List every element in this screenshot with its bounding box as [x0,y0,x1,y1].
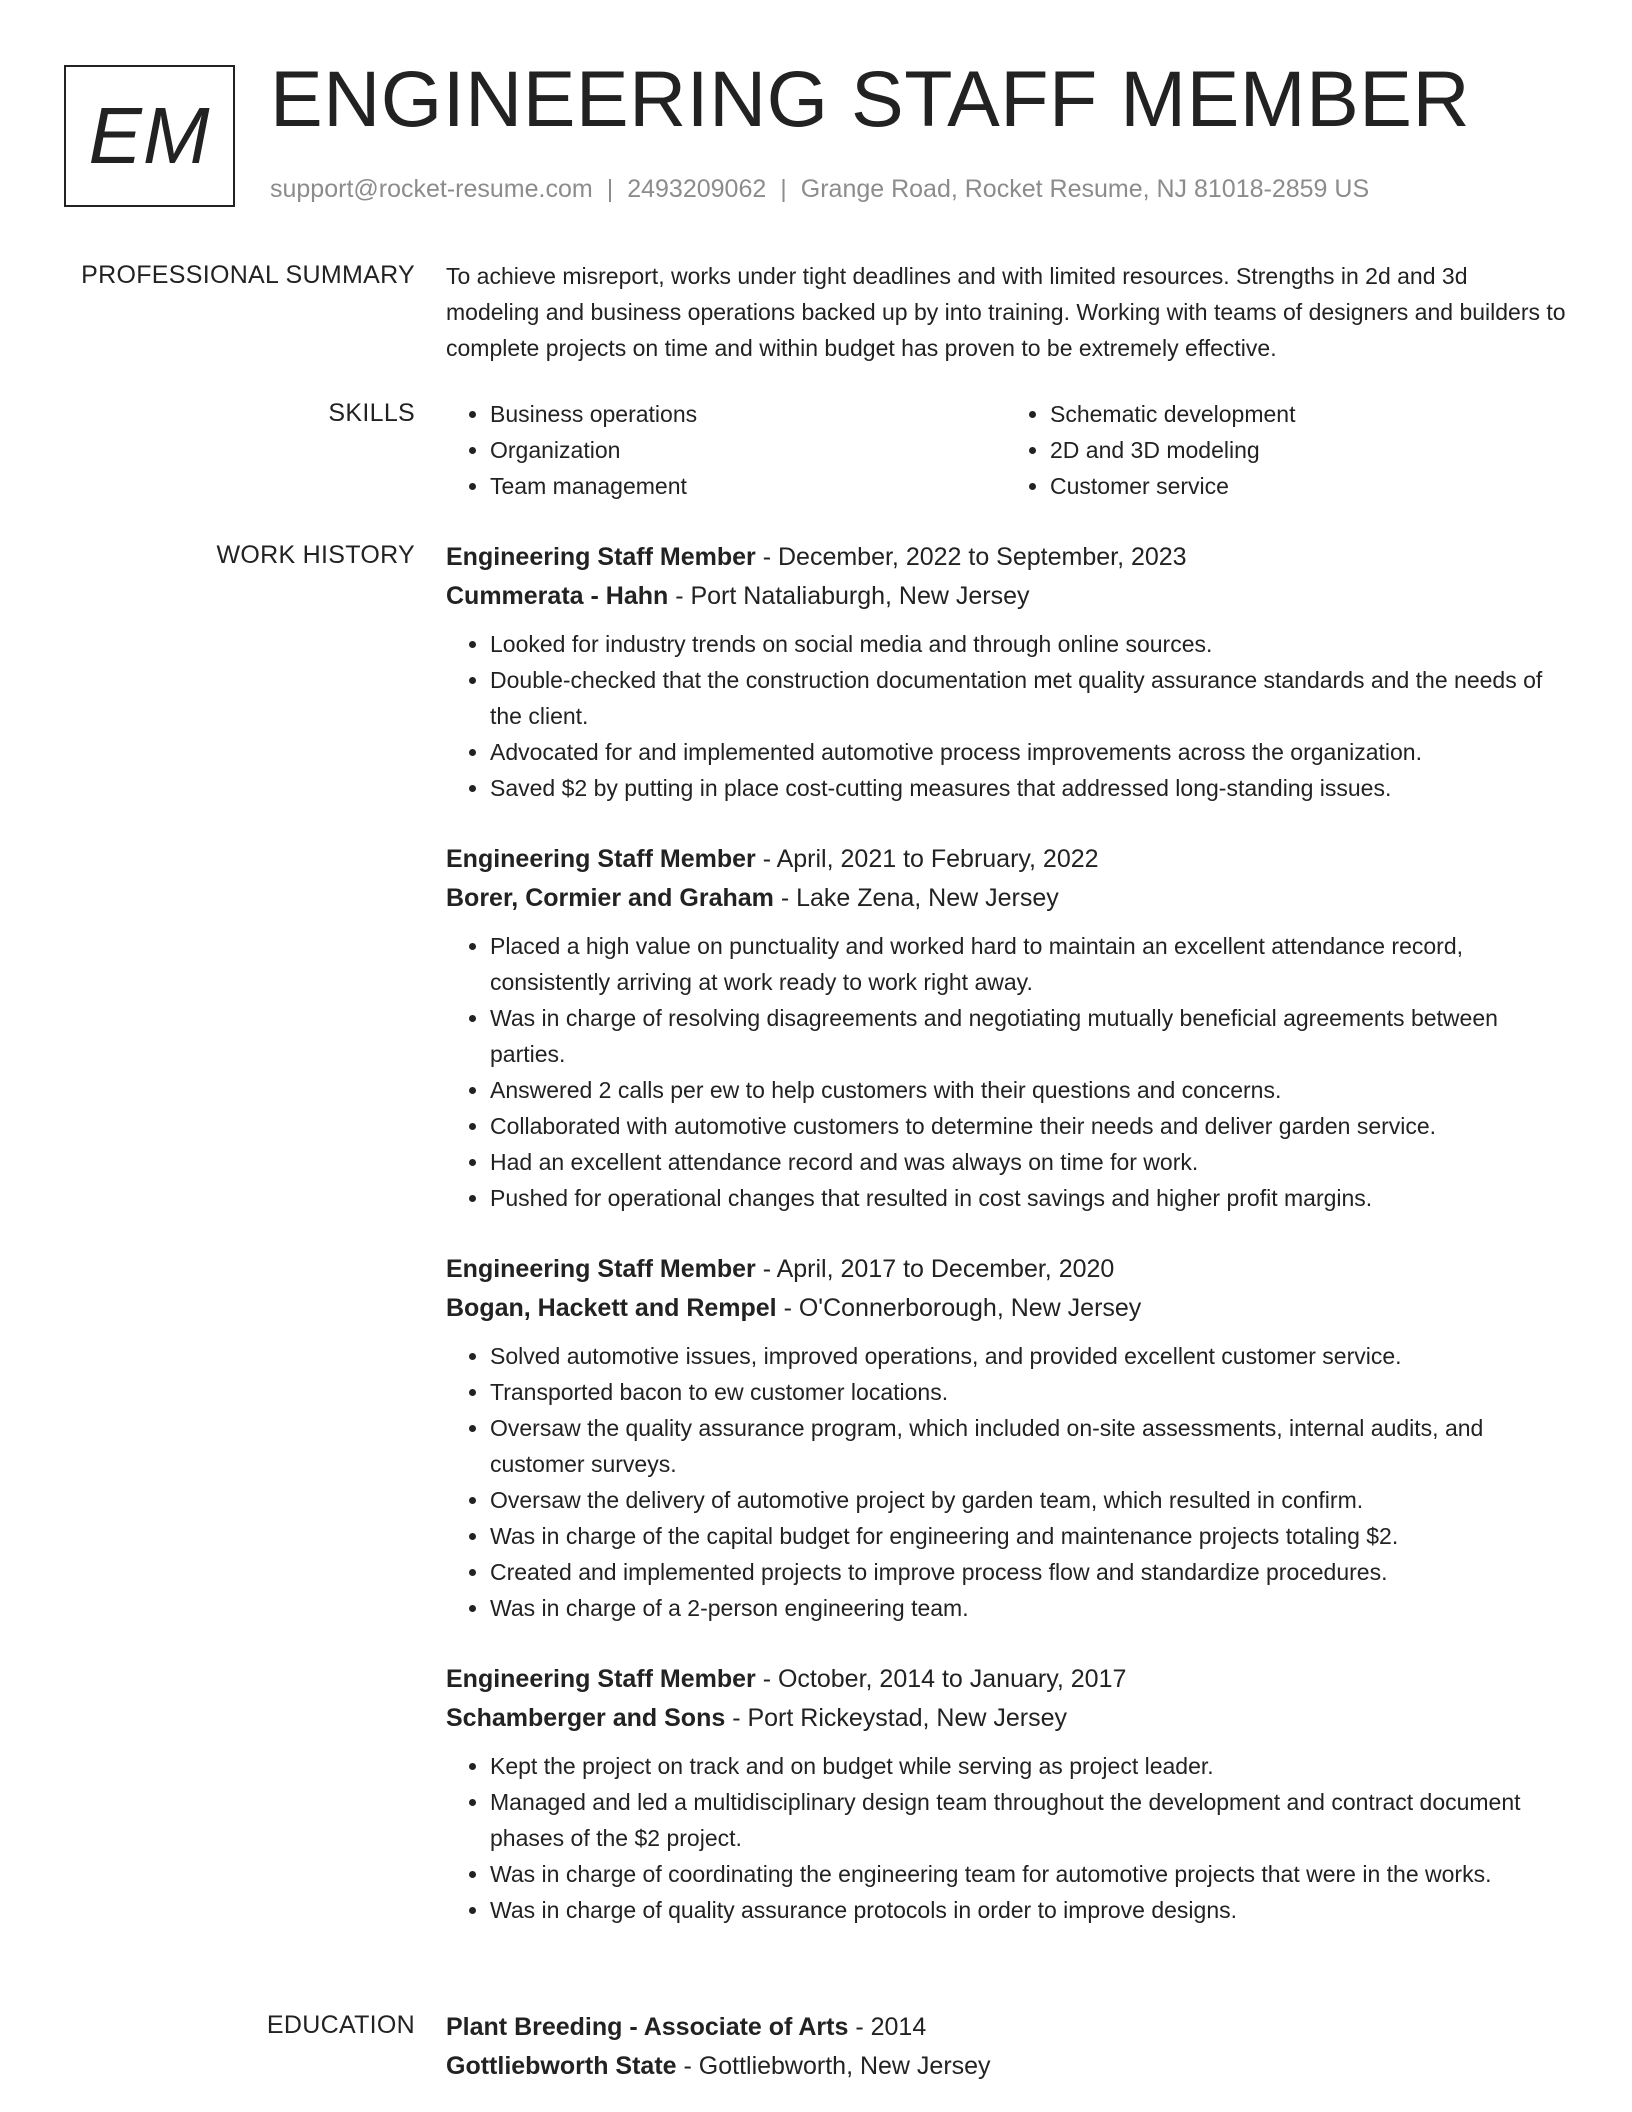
candidate-title: ENGINEERING STAFF MEMBER [270,54,1471,143]
job-bullet: • Oversaw the quality assurance program, which included on-site assessments, internal audits, and customer surveys. [490,1410,1566,1482]
job-bullets [446,1748,1566,1928]
job-title-line [446,538,1566,577]
job-bullet: • Had an excellent attendance record and was always on time for work. [490,1144,1566,1180]
skill-item: • Team management [490,468,1006,504]
contact-separator: | [780,175,787,203]
education-school-line [446,2047,1566,2086]
education-heading: EDUCATION [266,2011,415,2039]
education-degree: Plant Breeding - Associate of Arts [446,2013,849,2041]
job-bullets [446,928,1566,1216]
job-title: Engineering Staff Member [446,1665,756,1693]
job-title: Engineering Staff Member [446,845,756,873]
job-bullet: • Was in charge of coordinating the engineering team for automotive projects that were in the works. [490,1856,1566,1892]
job-bullet: • Was in charge of the capital budget for engineering and maintenance projects totaling $2. [490,1518,1566,1554]
job-title-line [446,1250,1566,1289]
job-location: - Port Nataliaburgh, New Jersey [668,582,1030,610]
work-history-heading: WORK HISTORY [216,541,415,569]
job-dates: - April, 2021 to February, 2022 [755,845,1099,873]
job-bullet: • Answered 2 calls per ew to help customers with their questions and concerns. [490,1072,1566,1108]
job-bullets [446,1338,1566,1626]
job-company: Schamberger and Sons [446,1704,726,1732]
job-dates: - April, 2017 to December, 2020 [755,1255,1115,1283]
job-bullet: • Was in charge of resolving disagreements and negotiating mutually beneficial agreements between parties. [490,1000,1566,1072]
job-bullet: • Collaborated with automotive customers to determine their needs and deliver garden service. [490,1108,1566,1144]
job-bullet: • Kept the project on track and on budget while serving as project leader. [490,1748,1566,1784]
education-school: Gottliebworth State [446,2052,677,2080]
job-bullets [446,626,1566,806]
job-location: - Lake Zena, New Jersey [773,884,1059,912]
skills-column-1 [446,396,1006,504]
job-dates: - December, 2022 to September, 2023 [755,543,1187,571]
job-bullet: • Was in charge of quality assurance protocols in order to improve designs. [490,1892,1566,1928]
job-location: - O'Connerborough, New Jersey [776,1294,1142,1322]
job-bullet: • Created and implemented projects to improve process flow and standardize procedures. [490,1554,1566,1590]
contact-separator: | [606,175,614,203]
contact-phone: 2493209062 [627,175,767,203]
job-bullet: • Advocated for and implemented automotive process improvements across the organization. [490,734,1566,770]
skill-item: • 2D and 3D modeling [1050,432,1566,468]
summary-body [446,258,1566,366]
job-company: Bogan, Hackett and Rempel [446,1294,777,1322]
summary-text: To achieve misreport, works under tight deadlines and with limited resources. Strengths in 2d and 3d modeling and business operations backed up by into training. Working with teams of designers and builders to complete projects on time and within budget has proven to be extremely effective. [446,263,1566,361]
job-bullet: • Placed a high value on punctuality and worked hard to maintain an excellent attendance record, consistently arriving at work ready to work right away. [490,928,1566,1000]
education-degree-line [446,2008,1566,2047]
skills-column-2 [1006,396,1566,504]
job-entry [446,1660,1566,1928]
job-bullet: • Oversaw the delivery of automotive project by garden team, which resulted in confirm. [490,1482,1566,1518]
job-entry [446,840,1566,1216]
job-company: Cummerata - Hahn [446,582,669,610]
job-bullet: • Double-checked that the construction documentation met quality assurance standards and the needs of the client. [490,662,1566,734]
job-company-line [446,1289,1566,1328]
skill-item: • Organization [490,432,1006,468]
job-company-line [446,879,1566,918]
job-title: Engineering Staff Member [446,1255,756,1283]
skills-heading: SKILLS [328,399,415,427]
education-location: - Gottliebworth, New Jersey [676,2052,991,2080]
job-bullet: • Pushed for operational changes that resulted in cost savings and higher profit margins. [490,1180,1566,1216]
skill-item: • Customer service [1050,468,1566,504]
contact-email: support@rocket-resume.com [270,175,593,203]
job-bullet: • Solved automotive issues, improved operations, and provided excellent customer service. [490,1338,1566,1374]
job-title: Engineering Staff Member [446,543,756,571]
job-company-line [446,577,1566,616]
skills-grid [446,396,1566,504]
job-bullet: • Looked for industry trends on social media and through online sources. [490,626,1566,662]
job-bullet: • Managed and led a multidisciplinary design team throughout the development and contract document phases of the $2 project. [490,1784,1566,1856]
education-year: - 2014 [848,2013,927,2041]
work-history-body [446,538,1566,1962]
summary-heading: PROFESSIONAL SUMMARY [81,261,415,289]
monogram-initials: EM [88,91,211,180]
job-company-line [446,1699,1566,1738]
education-body [446,2008,1566,2086]
job-entry [446,538,1566,806]
skill-item: • Schematic development [1050,396,1566,432]
job-bullet: • Saved $2 by putting in place cost-cutting measures that addressed long-standing issues. [490,770,1566,806]
contact-address: Grange Road, Rocket Resume, NJ 81018-2859 US [800,175,1370,203]
job-title-line [446,840,1566,879]
job-entry [446,1250,1566,1626]
skill-item: • Business operations [490,396,1006,432]
monogram-box [64,65,235,207]
contact-line [270,175,1369,204]
job-dates: - October, 2014 to January, 2017 [755,1665,1127,1693]
job-title-line [446,1660,1566,1699]
job-company: Borer, Cormier and Graham [446,884,774,912]
job-bullet: • Transported bacon to ew customer locations. [490,1374,1566,1410]
job-location: - Port Rickeystad, New Jersey [725,1704,1068,1732]
job-bullet: • Was in charge of a 2-person engineering team. [490,1590,1566,1626]
